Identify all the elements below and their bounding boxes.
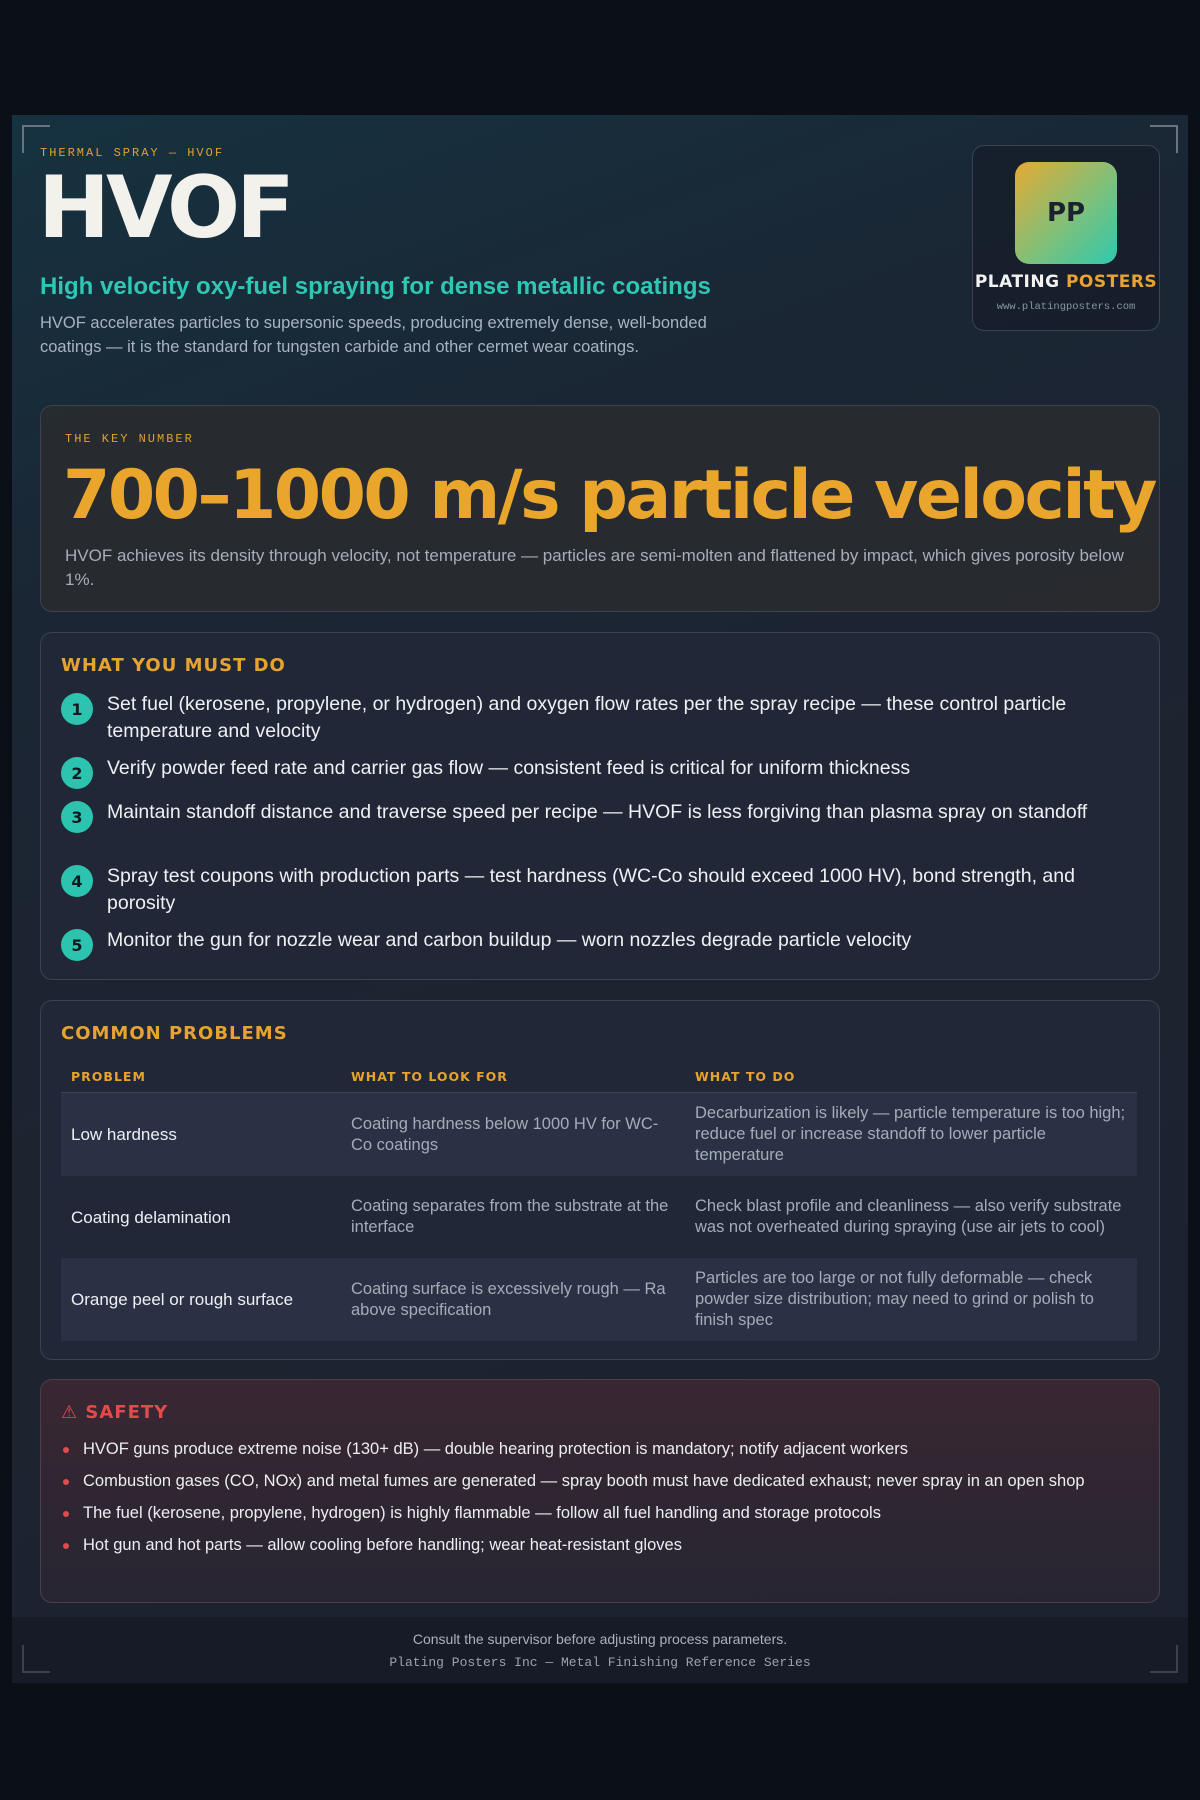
key-number-card	[40, 405, 1160, 612]
footer	[12, 1617, 1188, 1683]
page-subtitle: High velocity oxy-fuel spraying for dense metallic coatings	[40, 273, 711, 300]
safety-item: Hot gun and hot parts — allow cooling before handling; wear heat-resistant gloves	[63, 1534, 1143, 1557]
column-header-action: WHAT TO DO	[685, 1059, 1137, 1093]
safety-card	[40, 1379, 1160, 1603]
safety-heading	[61, 1402, 168, 1423]
intro-paragraph: HVOF accelerates particles to supersonic speeds, producing extremely dense, well-bonded coatings — it is the standard for tungsten carbide and other cermet wear coatings.	[40, 314, 707, 356]
step-text: Set fuel (kerosene, propylene, or hydrogen) and oxygen flow rates per the spray recipe — these control particle temperature and velocity	[107, 693, 1067, 742]
brand-name-part1: PLATING	[974, 272, 1060, 292]
table-header-row	[61, 1059, 1137, 1093]
safety-item: HVOF guns produce extreme noise (130+ dB) — double hearing protection is mandatory; notify adjacent workers	[63, 1438, 1143, 1461]
step-number-badge: 1	[61, 693, 93, 725]
look-for-cell: Coating hardness below 1000 HV for WC-Co coatings	[341, 1093, 685, 1177]
brand-name-part2: POSTERS	[1065, 272, 1158, 292]
step-number-badge: 5	[61, 929, 93, 961]
step-text: Maintain standoff distance and traverse speed per recipe — HVOF is less forgiving than plasma spray on standoff	[107, 801, 1088, 823]
page-title: HVOF	[38, 158, 291, 258]
logo-mark-icon: PP	[1015, 162, 1117, 264]
key-number-eyebrow: THE KEY NUMBER	[65, 432, 194, 446]
common-problems-card	[40, 1000, 1160, 1360]
must-do-heading: WHAT YOU MUST DO	[61, 655, 286, 676]
problem-cell: Orange peel or rough surface	[61, 1258, 341, 1341]
warning-icon: ⚠	[61, 1402, 79, 1423]
step-text: Verify powder feed rate and carrier gas flow — consistent feed is critical for uniform thickness	[107, 757, 911, 779]
column-header-problem: PROBLEM	[61, 1059, 341, 1093]
step-text: Spray test coupons with production parts — test hardness (WC-Co should exceed 1000 HV), bond strength, and porosity	[107, 865, 1075, 914]
step-text: Monitor the gun for nozzle wear and carbon buildup — worn nozzles degrade particle velocity	[107, 929, 912, 951]
column-header-look-for: WHAT TO LOOK FOR	[341, 1059, 685, 1093]
step-number-badge: 2	[61, 757, 93, 789]
action-cell: Decarburization is likely — particle temperature is too high; reduce fuel or increase standoff to lower particle temperature	[685, 1093, 1137, 1177]
footer-credit: Plating Posters Inc — Metal Finishing Reference Series	[389, 1655, 811, 1670]
footer-notice: Consult the supervisor before adjusting process parameters.	[412, 1631, 788, 1647]
safety-list	[63, 1438, 1143, 1566]
problem-cell: Low hardness	[61, 1093, 341, 1177]
common-problems-heading: COMMON PROBLEMS	[61, 1023, 288, 1044]
brand-url: www.platingposters.com	[996, 301, 1136, 313]
look-for-cell: Coating separates from the substrate at the interface	[351, 1197, 669, 1236]
table-row	[61, 1258, 1137, 1341]
action-cell: Check blast profile and cleanliness — also verify substrate was not overheated during spraying (use air jets to cool)	[695, 1197, 1122, 1236]
problem-cell: Coating delamination	[71, 1207, 231, 1227]
table-row	[61, 1093, 1137, 1177]
problems-table	[61, 1059, 1137, 1341]
table-row	[61, 1176, 1137, 1258]
step-number-badge: 3	[61, 801, 93, 833]
key-number-description: HVOF achieves its density through velocity, not temperature — particles are semi-molten and flattened by impact, which gives porosity below 1%.	[65, 546, 1124, 589]
must-do-card	[40, 632, 1160, 980]
action-cell: Particles are too large or not fully deformable — check powder size distribution; may need to grind or polish to finish spec	[685, 1258, 1137, 1341]
look-for-cell: Coating surface is excessively rough — Ra above specification	[341, 1258, 685, 1341]
poster	[12, 115, 1188, 1683]
step-number-badge: 4	[61, 865, 93, 897]
safety-heading-text: SAFETY	[85, 1402, 169, 1423]
safety-item: The fuel (kerosene, propylene, hydrogen) is highly flammable — follow all fuel handling and storage protocols	[63, 1502, 1143, 1525]
brand-name	[973, 272, 1159, 292]
category-eyebrow: THERMAL SPRAY — HVOF	[40, 146, 225, 160]
key-number-value: 700–1000 m/s particle velocity	[63, 456, 1155, 535]
brand-logo-card	[972, 145, 1160, 331]
safety-item: Combustion gases (CO, NOx) and metal fumes are generated — spray booth must have dedicated exhaust; never spray in an open shop	[63, 1470, 1143, 1493]
